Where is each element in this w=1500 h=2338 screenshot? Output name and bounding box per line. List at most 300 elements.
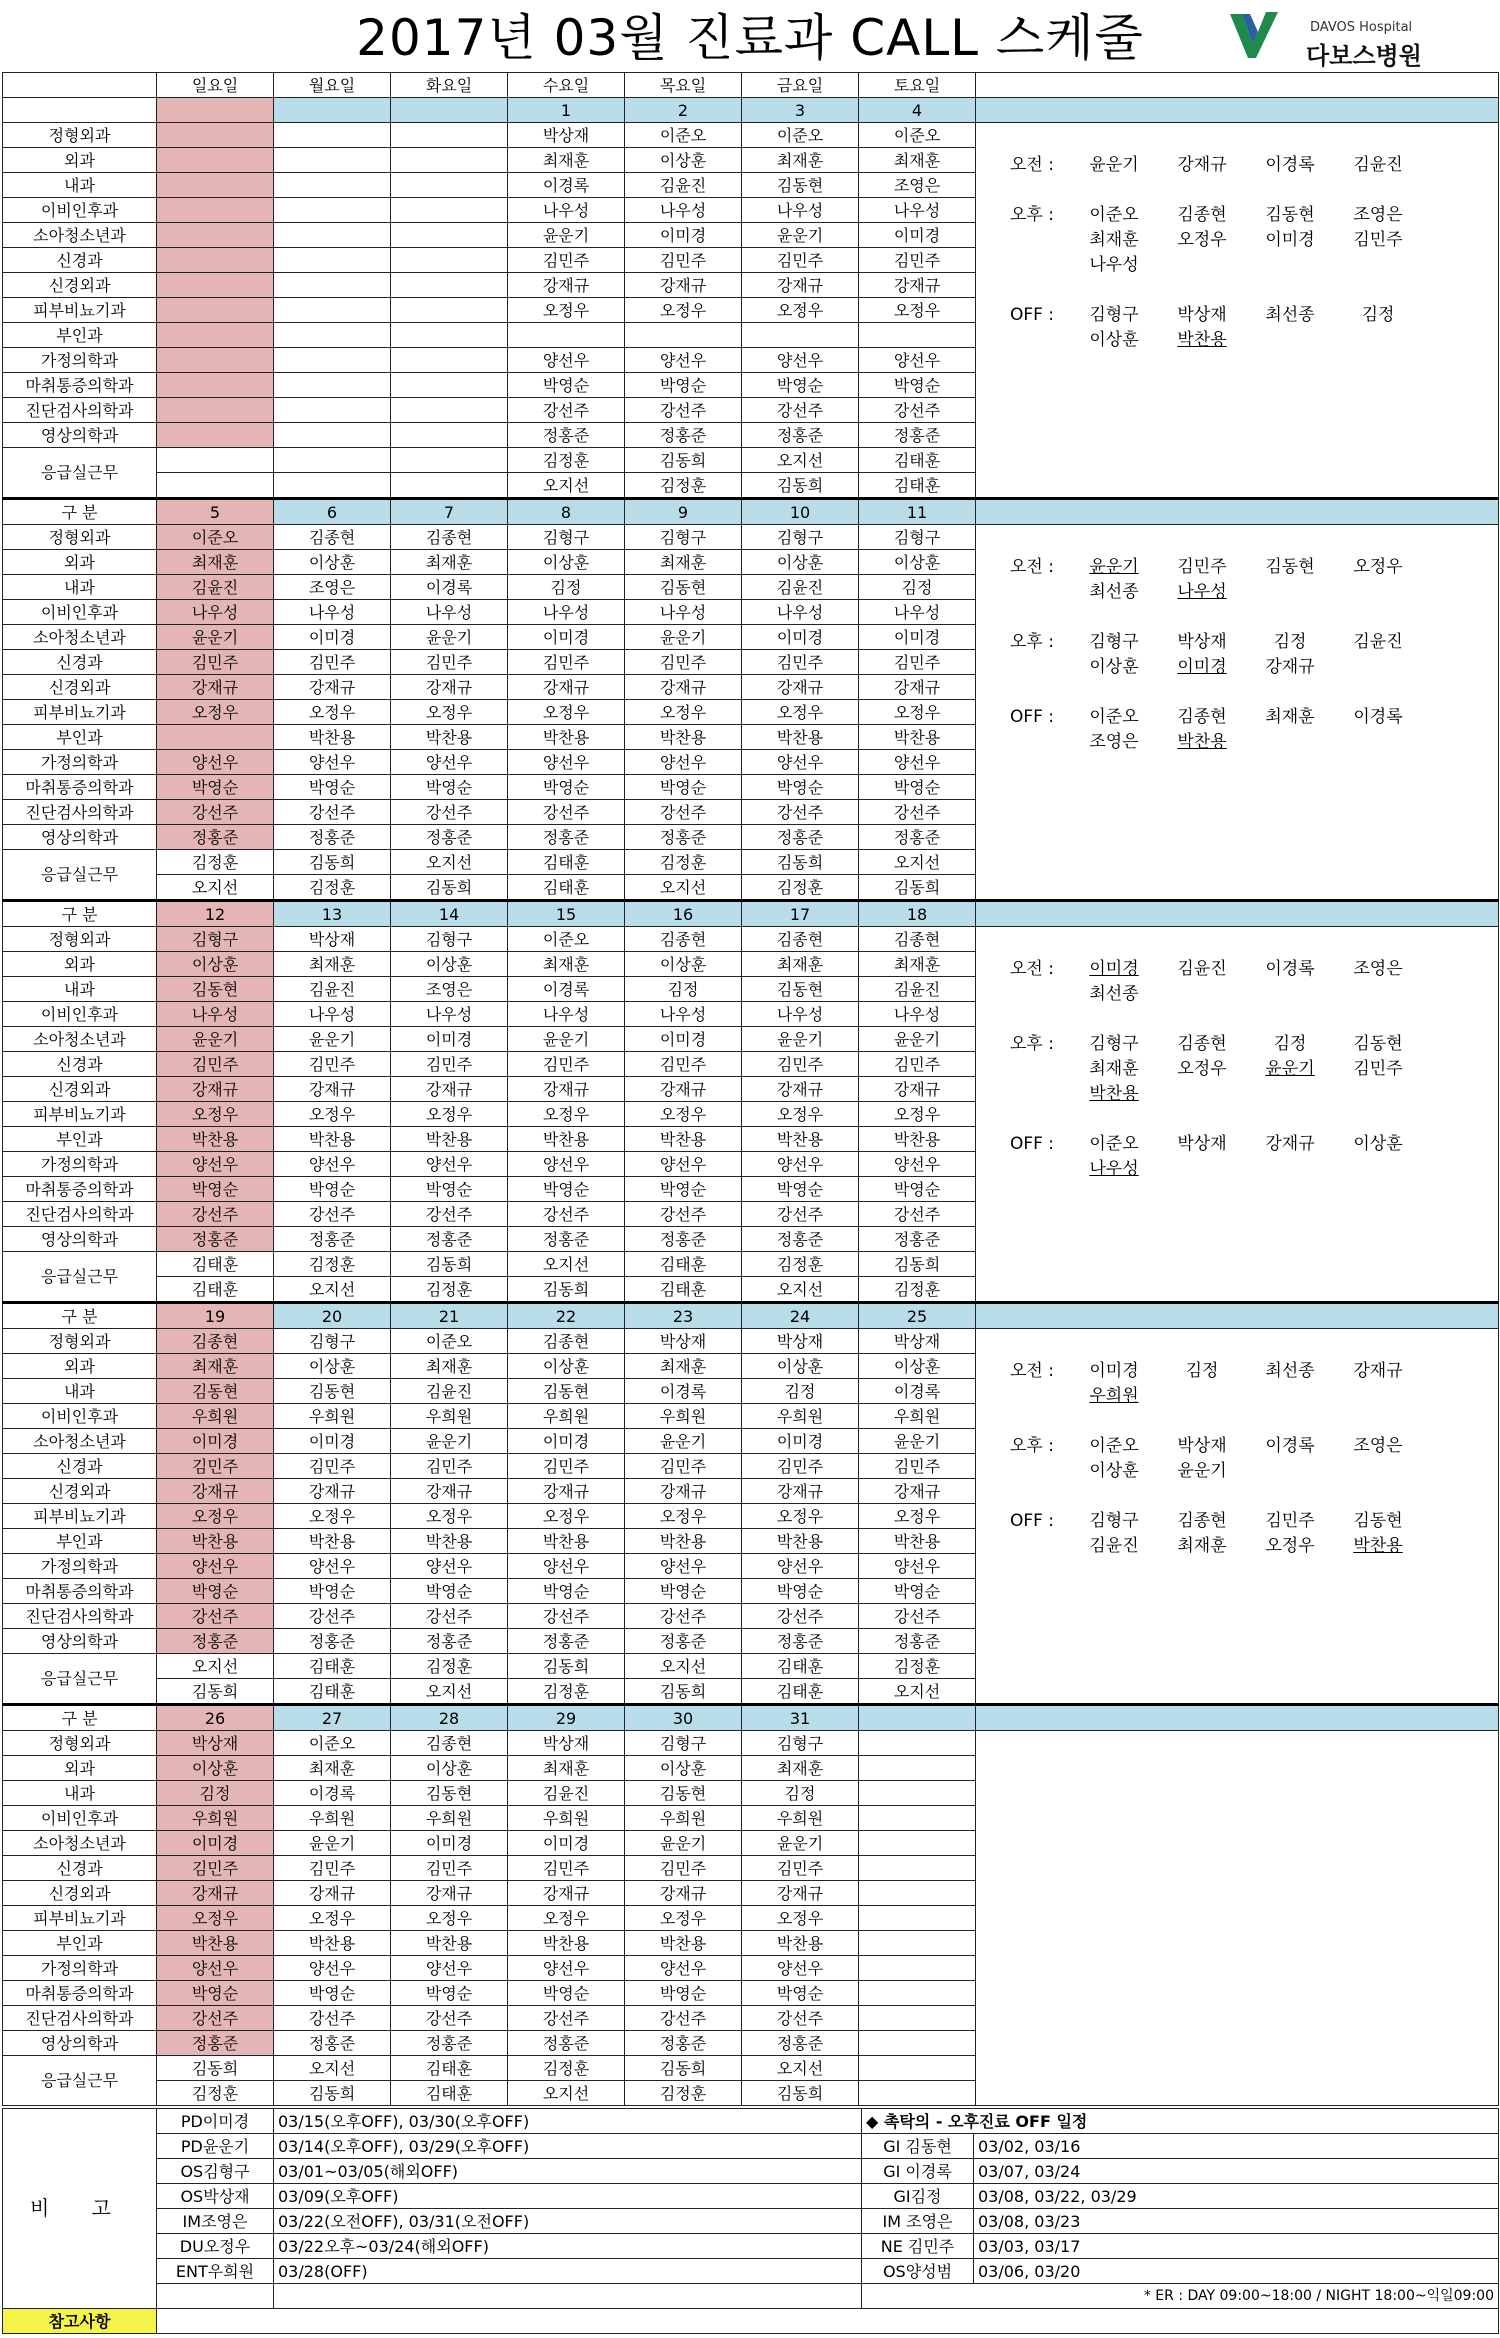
section-label: 구 분 <box>3 1705 157 1731</box>
doctor-cell <box>274 373 391 398</box>
doctor-cell: 우희원 <box>625 1404 742 1429</box>
department-label: 부인과 <box>3 1931 157 1956</box>
doctor-cell: 이상훈 <box>859 1354 976 1379</box>
doctor-cell <box>157 348 274 373</box>
date-row <box>3 499 1499 525</box>
doctor-cell: 양선우 <box>391 1152 508 1177</box>
notes-doctor-name: 김형구 <box>1089 305 1139 325</box>
doctor-cell <box>157 298 274 323</box>
doctor-cell: 강선주 <box>508 2006 625 2031</box>
remark-row <box>3 2159 1499 2184</box>
er-doctor-cell: 김동희 <box>508 1654 625 1679</box>
doctor-cell: 정홍준 <box>625 423 742 448</box>
doctor-cell: 김윤진 <box>742 575 859 600</box>
doctor-cell: 이준오 <box>625 123 742 148</box>
doctor-cell: 나우성 <box>742 600 859 625</box>
notes-doctor-name: 김동현 <box>1353 1034 1403 1054</box>
doctor-cell: 김민주 <box>274 1052 391 1077</box>
doctor-cell: 강재규 <box>157 1077 274 1102</box>
doctor-cell: 김민주 <box>742 650 859 675</box>
doctor-cell: 박영순 <box>391 775 508 800</box>
doctor-cell: 오정우 <box>742 700 859 725</box>
notes-doctor-name: 김윤진 <box>1089 1536 1139 1556</box>
doctor-cell: 김민주 <box>859 1454 976 1479</box>
doctor-cell: 김민주 <box>391 1454 508 1479</box>
consult-dates: 03/07, 03/24 <box>974 2159 1499 2184</box>
doctor-cell: 양선우 <box>742 1152 859 1177</box>
doctor-cell: 강선주 <box>859 1604 976 1629</box>
weekday-header-row <box>3 73 1499 98</box>
notes-doctor-name: 박찬용 <box>1353 1536 1403 1556</box>
department-label: 진단검사의학과 <box>3 2006 157 2031</box>
er-doctor-cell: 오지선 <box>157 1654 274 1679</box>
doctor-cell: 강선주 <box>157 2006 274 2031</box>
consult-doctor: GI 김동현 <box>862 2134 974 2159</box>
date-cell: 1 <box>508 98 625 123</box>
notes-group-label: 오후 : <box>1010 205 1054 225</box>
notes-doctor-name: 김윤진 <box>1177 959 1227 979</box>
doctor-cell: 오정우 <box>157 1906 274 1931</box>
doctor-cell: 강선주 <box>859 800 976 825</box>
er-doctor-cell: 김정훈 <box>625 473 742 499</box>
notes-group-label <box>994 1082 1070 1107</box>
doctor-cell: 박영순 <box>157 1579 274 1604</box>
notes-doctor-name: 김민주 <box>1265 1511 1315 1531</box>
doctor-cell: 강선주 <box>391 800 508 825</box>
doctor-cell: 정홍준 <box>742 825 859 850</box>
doctor-cell: 이미경 <box>508 1429 625 1454</box>
department-label: 진단검사의학과 <box>3 800 157 825</box>
doctor-cell: 양선우 <box>391 1554 508 1579</box>
doctor-cell: 오정우 <box>859 700 976 725</box>
doctor-cell: 김형구 <box>742 1731 859 1756</box>
doctor-cell: 정홍준 <box>391 1227 508 1252</box>
doctor-cell: 강선주 <box>625 398 742 423</box>
notes-block <box>994 153 1492 353</box>
doctor-cell: 정홍준 <box>391 2031 508 2056</box>
doctor-cell: 박찬용 <box>157 1529 274 1554</box>
doctor-cell: 윤운기 <box>391 625 508 650</box>
notes-doctor-name: 나우성 <box>1089 255 1139 275</box>
doctor-cell: 나우성 <box>859 198 976 223</box>
er-doctor-cell <box>157 473 274 499</box>
doctor-cell: 정홍준 <box>859 1629 976 1654</box>
doctor-cell: 이준오 <box>391 1329 508 1354</box>
doctor-cell: 박찬용 <box>274 725 391 750</box>
department-row <box>3 525 1499 550</box>
doctor-cell: 김동현 <box>274 1379 391 1404</box>
doctor-cell: 양선우 <box>742 1554 859 1579</box>
department-label: 신경과 <box>3 1454 157 1479</box>
notes-doctor-name: 최재훈 <box>1265 707 1315 727</box>
doctor-cell: 양선우 <box>157 1956 274 1981</box>
doctor-cell <box>157 273 274 298</box>
notes-block <box>994 957 1492 1182</box>
doctor-cell: 김민주 <box>274 650 391 675</box>
doctor-cell: 이상훈 <box>157 952 274 977</box>
notes-doctor-name: 김동현 <box>1265 205 1315 225</box>
er-label: 응급실근무 <box>3 1252 157 1303</box>
check-v-icon <box>1226 8 1282 64</box>
notes-line <box>994 1384 1492 1409</box>
doctor-cell: 박상재 <box>859 1329 976 1354</box>
department-label: 정형외과 <box>3 1329 157 1354</box>
doctor-cell: 정홍준 <box>274 1227 391 1252</box>
doctor-cell: 박찬용 <box>742 725 859 750</box>
notes-group-label: 오후 : <box>1010 1436 1054 1456</box>
doctor-cell: 최재훈 <box>508 148 625 173</box>
doctor-cell: 정홍준 <box>508 423 625 448</box>
er-doctor-cell: 김동희 <box>742 850 859 875</box>
doctor-cell: 윤운기 <box>859 1429 976 1454</box>
doctor-cell: 김정 <box>859 575 976 600</box>
notes-doctor-name: 이경록 <box>1265 959 1315 979</box>
notes-doctor-name: 이상훈 <box>1089 657 1139 677</box>
doctor-cell <box>157 198 274 223</box>
doctor-cell: 우희원 <box>157 1404 274 1429</box>
doctor-cell: 강선주 <box>508 1604 625 1629</box>
remark-row <box>3 2109 1499 2134</box>
department-label: 부인과 <box>3 1127 157 1152</box>
doctor-cell: 오정우 <box>157 700 274 725</box>
doctor-cell: 이상훈 <box>391 952 508 977</box>
department-label: 이비인후과 <box>3 1002 157 1027</box>
doctor-cell: 김윤진 <box>859 977 976 1002</box>
notes-line <box>994 1509 1492 1534</box>
doctor-cell: 정홍준 <box>625 1629 742 1654</box>
doctor-cell: 오정우 <box>157 1504 274 1529</box>
doctor-cell: 김형구 <box>625 525 742 550</box>
department-label: 내과 <box>3 977 157 1002</box>
er-doctor-cell: 김정훈 <box>508 2056 625 2081</box>
department-label: 외과 <box>3 550 157 575</box>
doctor-cell: 김동현 <box>742 977 859 1002</box>
department-label: 피부비뇨기과 <box>3 1102 157 1127</box>
doctor-cell <box>859 2031 976 2056</box>
doctor-cell: 강선주 <box>391 1604 508 1629</box>
doctor-cell: 정홍준 <box>625 825 742 850</box>
doctor-cell: 김민주 <box>625 650 742 675</box>
doctor-cell: 박상재 <box>157 1731 274 1756</box>
doctor-cell: 강재규 <box>508 273 625 298</box>
notes-doctor-name: 조영은 <box>1089 732 1139 752</box>
er-doctor-cell: 김정훈 <box>742 1252 859 1277</box>
department-label: 이비인후과 <box>3 600 157 625</box>
consult-dates: 03/02, 03/16 <box>974 2134 1499 2159</box>
doctor-cell: 김정 <box>742 1781 859 1806</box>
doctor-cell: 이상훈 <box>859 550 976 575</box>
doctor-cell: 강재규 <box>625 1881 742 1906</box>
date-cell: 28 <box>391 1705 508 1731</box>
doctor-cell: 정홍준 <box>391 825 508 850</box>
doctor-cell <box>391 323 508 348</box>
doctor-cell: 오정우 <box>742 298 859 323</box>
notes-doctor-name: 윤운기 <box>1089 155 1139 175</box>
doctor-cell <box>859 1731 976 1756</box>
doctor-cell: 정홍준 <box>391 1629 508 1654</box>
doctor-cell <box>274 148 391 173</box>
doctor-cell: 정홍준 <box>508 2031 625 2056</box>
section-label: 구 분 <box>3 1303 157 1329</box>
doctor-cell: 이준오 <box>742 123 859 148</box>
er-label: 응급실근무 <box>3 2056 157 2106</box>
notes-doctor-name: 최선종 <box>1089 984 1139 1004</box>
notes-group-label: 오후 : <box>1010 632 1054 652</box>
doctor-cell: 김민주 <box>274 1856 391 1881</box>
doctor-cell: 박영순 <box>508 775 625 800</box>
department-label: 소아청소년과 <box>3 1831 157 1856</box>
doctor-cell: 우희원 <box>274 1806 391 1831</box>
doctor-cell: 나우성 <box>742 1002 859 1027</box>
date-row <box>3 1303 1499 1329</box>
date-cell: 23 <box>625 1303 742 1329</box>
notes-group-label <box>994 253 1070 278</box>
doctor-cell <box>391 398 508 423</box>
department-label: 마취통증의학과 <box>3 373 157 398</box>
doctor-cell: 정홍준 <box>157 1629 274 1654</box>
doctor-cell: 이미경 <box>625 1027 742 1052</box>
notes-doctor-name: 이경록 <box>1353 707 1403 727</box>
doctor-cell: 이상훈 <box>742 1354 859 1379</box>
doctor-cell: 김종현 <box>391 1731 508 1756</box>
notes-doctor-name: 최재훈 <box>1089 1059 1139 1079</box>
doctor-cell: 양선우 <box>742 1956 859 1981</box>
doctor-cell: 정홍준 <box>508 1629 625 1654</box>
doctor-cell: 박영순 <box>508 1177 625 1202</box>
date-cell <box>976 499 1499 525</box>
notes-doctor-name: 최선종 <box>1265 1361 1315 1381</box>
notes-group-label: 오전 : <box>1010 959 1054 979</box>
doctor-cell: 이경록 <box>508 173 625 198</box>
week-notes <box>976 123 1499 499</box>
doctor-cell: 최재훈 <box>859 952 976 977</box>
notes-doctor-name: 강재규 <box>1265 1134 1315 1154</box>
doctor-cell: 이미경 <box>859 223 976 248</box>
doctor-cell: 이상훈 <box>157 1756 274 1781</box>
notes-doctor-name: 조영은 <box>1353 959 1403 979</box>
doctor-cell <box>859 1906 976 1931</box>
er-doctor-cell: 오지선 <box>508 473 625 499</box>
notes-doctor-name: 김정 <box>1273 632 1307 652</box>
doctor-cell: 박영순 <box>625 1177 742 1202</box>
doctor-cell: 김종현 <box>274 525 391 550</box>
doctor-cell: 이준오 <box>508 927 625 952</box>
er-doctor-cell: 김동희 <box>859 875 976 901</box>
notes-doctor-name: 조영은 <box>1353 205 1403 225</box>
notes-line <box>994 1057 1492 1082</box>
date-cell: 3 <box>742 98 859 123</box>
doctor-cell: 강선주 <box>157 1202 274 1227</box>
doctor-cell: 나우성 <box>625 198 742 223</box>
department-label: 소아청소년과 <box>3 625 157 650</box>
doctor-cell <box>274 423 391 448</box>
notes-doctor-name: 최재훈 <box>1177 1536 1227 1556</box>
er-doctor-cell: 김태훈 <box>508 875 625 901</box>
doctor-cell: 김동현 <box>157 977 274 1002</box>
doctor-cell: 박영순 <box>274 1177 391 1202</box>
doctor-cell: 양선우 <box>274 1554 391 1579</box>
remarks-table <box>2 2108 1499 2334</box>
doctor-cell: 양선우 <box>391 750 508 775</box>
doctor-cell <box>391 373 508 398</box>
doctor-cell: 윤운기 <box>742 1027 859 1052</box>
doctor-cell: 우희원 <box>859 1404 976 1429</box>
department-label: 신경외과 <box>3 1077 157 1102</box>
doctor-cell: 김정 <box>625 977 742 1002</box>
doctor-cell: 조영은 <box>859 173 976 198</box>
notes-group-label: 오전 : <box>1010 1361 1054 1381</box>
date-cell <box>859 1705 976 1731</box>
doctor-cell: 박찬용 <box>625 1529 742 1554</box>
remark-doctor: ENT우희원 <box>157 2259 274 2284</box>
reference-label: 참고사항 <box>3 2309 157 2334</box>
date-cell: 17 <box>742 901 859 927</box>
doctor-cell: 강재규 <box>625 1479 742 1504</box>
doctor-cell: 박찬용 <box>391 1529 508 1554</box>
doctor-cell: 강재규 <box>625 1077 742 1102</box>
doctor-cell: 이경록 <box>274 1781 391 1806</box>
er-doctor-cell: 김태훈 <box>742 1654 859 1679</box>
doctor-cell: 김민주 <box>508 1052 625 1077</box>
doctor-cell: 박찬용 <box>508 1931 625 1956</box>
doctor-cell: 윤운기 <box>157 1027 274 1052</box>
doctor-cell: 오정우 <box>742 1906 859 1931</box>
doctor-cell: 양선우 <box>742 348 859 373</box>
doctor-cell: 정홍준 <box>742 1629 859 1654</box>
doctor-cell <box>391 273 508 298</box>
doctor-cell: 강선주 <box>625 1604 742 1629</box>
doctor-cell: 강선주 <box>391 2006 508 2031</box>
reference-content <box>157 2309 1499 2334</box>
doctor-cell: 박영순 <box>625 373 742 398</box>
doctor-cell: 박영순 <box>742 1177 859 1202</box>
department-label: 외과 <box>3 1756 157 1781</box>
er-label: 응급실근무 <box>3 850 157 901</box>
doctor-cell: 오정우 <box>625 298 742 323</box>
notes-doctor-name: 박찬용 <box>1089 1084 1139 1104</box>
doctor-cell: 강재규 <box>742 1077 859 1102</box>
doctor-cell: 김민주 <box>859 248 976 273</box>
doctor-cell: 강재규 <box>742 273 859 298</box>
doctor-cell: 정홍준 <box>859 1227 976 1252</box>
er-hours-note: * ER : DAY 09:00~18:00 / NIGHT 18:00~익일09:00 <box>862 2284 1499 2309</box>
doctor-cell: 박영순 <box>742 1981 859 2006</box>
department-label: 신경외과 <box>3 675 157 700</box>
er-label: 응급실근무 <box>3 1654 157 1705</box>
doctor-cell: 이미경 <box>391 1027 508 1052</box>
er-doctor-cell: 오지선 <box>742 1277 859 1303</box>
er-doctor-cell: 김태훈 <box>859 448 976 473</box>
doctor-cell: 김윤진 <box>157 575 274 600</box>
notes-doctor-name: 나우성 <box>1177 582 1227 602</box>
doctor-cell: 이미경 <box>742 1429 859 1454</box>
doctor-cell: 윤운기 <box>274 1027 391 1052</box>
notes-doctor-name: 김정 <box>1185 1361 1219 1381</box>
doctor-cell: 우희원 <box>625 1806 742 1831</box>
date-cell <box>274 98 391 123</box>
doctor-cell: 김종현 <box>859 927 976 952</box>
notes-doctor-name: 우희원 <box>1089 1386 1139 1406</box>
doctor-cell: 강재규 <box>508 1077 625 1102</box>
doctor-cell: 이상훈 <box>625 952 742 977</box>
er-doctor-cell: 김정훈 <box>157 2081 274 2106</box>
department-row <box>3 1731 1499 1756</box>
date-cell: 10 <box>742 499 859 525</box>
doctor-cell: 김동현 <box>391 1781 508 1806</box>
doctor-cell: 최재훈 <box>391 550 508 575</box>
doctor-cell: 박찬용 <box>742 1529 859 1554</box>
doctor-cell: 강재규 <box>274 1077 391 1102</box>
notes-doctor-name: 김동현 <box>1265 557 1315 577</box>
doctor-cell: 최재훈 <box>274 952 391 977</box>
date-cell <box>157 98 274 123</box>
doctor-cell: 김민주 <box>157 650 274 675</box>
er-doctor-cell: 김동희 <box>859 1252 976 1277</box>
doctor-cell: 박영순 <box>859 373 976 398</box>
doctor-cell: 양선우 <box>859 1152 976 1177</box>
doctor-cell: 오정우 <box>859 1102 976 1127</box>
doctor-cell: 강재규 <box>625 273 742 298</box>
doctor-cell: 이준오 <box>274 1731 391 1756</box>
doctor-cell: 조영은 <box>274 575 391 600</box>
doctor-cell: 강재규 <box>508 1479 625 1504</box>
notes-doctor-name: 윤운기 <box>1177 1461 1227 1481</box>
department-label: 영상의학과 <box>3 1227 157 1252</box>
department-label: 진단검사의학과 <box>3 398 157 423</box>
doctor-cell: 우희원 <box>391 1806 508 1831</box>
department-label: 내과 <box>3 1379 157 1404</box>
doctor-cell <box>157 173 274 198</box>
doctor-cell: 강재규 <box>742 675 859 700</box>
doctor-cell: 김민주 <box>625 248 742 273</box>
doctor-cell: 강재규 <box>391 1077 508 1102</box>
department-label: 신경과 <box>3 248 157 273</box>
doctor-cell: 김민주 <box>742 1856 859 1881</box>
department-label: 부인과 <box>3 1529 157 1554</box>
doctor-cell: 이상훈 <box>274 1354 391 1379</box>
doctor-cell: 박영순 <box>625 775 742 800</box>
doctor-cell <box>391 298 508 323</box>
doctor-cell: 조영은 <box>391 977 508 1002</box>
notes-line <box>994 253 1492 278</box>
er-doctor-cell: 김동희 <box>508 1277 625 1303</box>
doctor-cell: 이미경 <box>274 625 391 650</box>
notes-doctor-name: 이미경 <box>1089 959 1139 979</box>
doctor-cell: 최재훈 <box>625 550 742 575</box>
notes-group-label <box>994 1384 1070 1409</box>
doctor-cell: 박영순 <box>508 1579 625 1604</box>
doctor-cell: 우희원 <box>391 1404 508 1429</box>
doctor-cell: 양선우 <box>859 1554 976 1579</box>
department-label: 부인과 <box>3 323 157 348</box>
doctor-cell <box>274 298 391 323</box>
consult-off-header: ◆ 촉탁의 - 오후진료 OFF 일정 <box>862 2109 1499 2134</box>
doctor-cell: 나우성 <box>274 1002 391 1027</box>
doctor-cell: 나우성 <box>859 1002 976 1027</box>
reference-row <box>3 2309 1499 2334</box>
doctor-cell: 강선주 <box>508 398 625 423</box>
department-label: 정형외과 <box>3 525 157 550</box>
notes-doctor-name: 이상훈 <box>1353 1134 1403 1154</box>
doctor-cell: 김형구 <box>508 525 625 550</box>
doctor-cell: 강재규 <box>391 1881 508 1906</box>
date-cell: 19 <box>157 1303 274 1329</box>
doctor-cell: 강재규 <box>274 1479 391 1504</box>
doctor-cell <box>391 223 508 248</box>
notes-doctor-name: 강재규 <box>1177 155 1227 175</box>
doctor-cell: 오정우 <box>508 298 625 323</box>
doctor-cell: 박찬용 <box>859 1127 976 1152</box>
